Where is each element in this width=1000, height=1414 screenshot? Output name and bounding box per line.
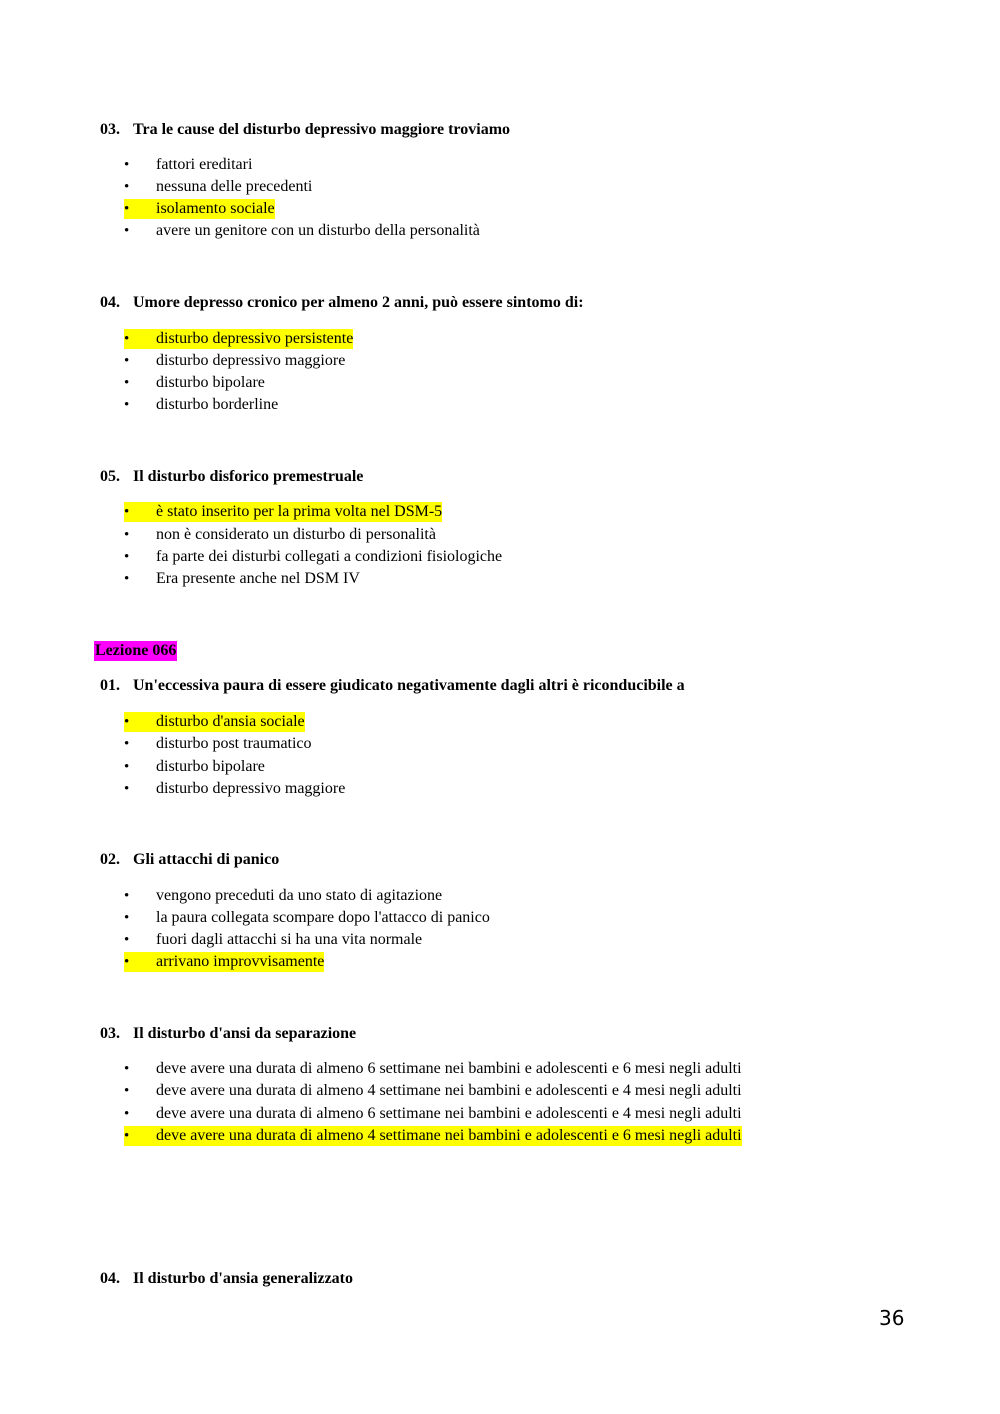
bullet-icon: • (124, 157, 130, 173)
question-number: 01. (100, 677, 120, 694)
bullet-icon: • (124, 527, 130, 543)
answer-option (124, 779, 345, 799)
bullet-icon: • (124, 549, 130, 565)
answer-option (124, 1081, 742, 1101)
question-number: 02. (100, 851, 120, 868)
answer-text: disturbo bipolare (156, 758, 265, 775)
answer-text: disturbo borderline (156, 396, 279, 413)
answer-text: Era presente anche nel DSM IV (156, 570, 360, 587)
question-number: 05. (100, 468, 120, 485)
question-text: Gli attacchi di panico (133, 851, 280, 868)
question-number: 03. (100, 1025, 120, 1042)
question-title (100, 120, 510, 140)
bullet-icon: • (124, 910, 130, 926)
bullet-icon: • (124, 201, 130, 217)
bullet-icon: • (124, 714, 130, 730)
answer-option (124, 1104, 742, 1124)
bullet-icon: • (124, 1083, 130, 1099)
answer-text: è stato inserito per la prima volta nel DSM-5 (156, 503, 443, 520)
answer-text: vengono preceduti da uno stato di agitazione (156, 887, 443, 904)
answer-text: deve avere una durata di almeno 6 settimane nei bambini e adolescenti e 6 mesi negli adulti (156, 1060, 742, 1077)
bullet-icon: • (124, 375, 130, 391)
bullet-icon: • (124, 397, 130, 413)
answer-text: disturbo d'ansia sociale (156, 713, 305, 730)
answer-text: nessuna delle precedenti (156, 178, 313, 195)
answer-option (124, 734, 312, 754)
page-number: 36 (879, 1306, 905, 1330)
bullet-icon: • (124, 888, 130, 904)
answer-option (124, 177, 312, 197)
bullet-icon: • (124, 179, 130, 195)
bullet-icon: • (124, 932, 130, 948)
question-text: Il disturbo d'ansi da separazione (133, 1025, 357, 1042)
answer-text: avere un genitore con un disturbo della personalità (156, 222, 480, 239)
question-title (100, 467, 363, 487)
answer-text: arrivano improvvisamente (156, 953, 325, 970)
bullet-icon: • (124, 353, 130, 369)
answer-option (124, 547, 502, 567)
answer-text: fattori ereditari (156, 156, 253, 173)
answer-option-correct (124, 502, 442, 522)
question-number: 04. (100, 294, 120, 311)
answer-option (124, 373, 265, 393)
bullet-icon: • (124, 331, 130, 347)
answer-option-correct (124, 329, 353, 349)
answer-text: non è considerato un disturbo di personalità (156, 526, 436, 543)
bullet-icon: • (124, 781, 130, 797)
bullet-icon: • (124, 759, 130, 775)
answer-text: deve avere una durata di almeno 4 settimane nei bambini e adolescenti e 4 mesi negli adulti (156, 1082, 742, 1099)
answer-text: disturbo depressivo persistente (156, 330, 354, 347)
answer-option (124, 569, 360, 589)
bullet-icon: • (124, 736, 130, 752)
question-text: Il disturbo disforico premestruale (133, 468, 364, 485)
bullet-icon: • (124, 223, 130, 239)
answer-text: fa parte dei disturbi collegati a condizioni fisiologiche (156, 548, 503, 565)
lesson-heading: Lezione 066 (95, 642, 177, 659)
bullet-icon: • (124, 954, 130, 970)
answer-option (124, 155, 252, 175)
question-title (100, 850, 279, 870)
answer-option (124, 1059, 742, 1079)
bullet-icon: • (124, 1128, 130, 1144)
answer-text: disturbo depressivo maggiore (156, 352, 346, 369)
answer-text: isolamento sociale (156, 200, 275, 217)
bullet-icon: • (124, 571, 130, 587)
answer-option (124, 351, 345, 371)
bullet-icon: • (124, 504, 130, 520)
answer-option (124, 395, 278, 415)
answer-option (124, 930, 422, 950)
answer-text: disturbo post traumatico (156, 735, 312, 752)
answer-text: disturbo bipolare (156, 374, 265, 391)
answer-option (124, 221, 480, 241)
answer-option (124, 525, 436, 545)
question-number: 04. (100, 1270, 120, 1287)
question-title (100, 293, 584, 313)
answer-option (124, 886, 442, 906)
question-title (100, 1269, 353, 1289)
question-title (100, 676, 685, 696)
question-text: Tra le cause del disturbo depressivo maggiore troviamo (133, 121, 511, 138)
answer-option-correct (124, 199, 275, 219)
bullet-icon: • (124, 1106, 130, 1122)
question-text: Un'eccessiva paura di essere giudicato negativamente dagli altri è riconducibile a (133, 677, 685, 694)
answer-text: deve avere una durata di almeno 6 settimane nei bambini e adolescenti e 4 mesi negli adulti (156, 1105, 742, 1122)
bullet-icon: • (124, 1061, 130, 1077)
answer-text: la paura collegata scompare dopo l'attacco di panico (156, 909, 490, 926)
answer-text: fuori dagli attacchi si ha una vita normale (156, 931, 423, 948)
question-number: 03. (100, 121, 120, 138)
answer-text: deve avere una durata di almeno 4 settimane nei bambini e adolescenti e 6 mesi negli adulti (156, 1127, 742, 1144)
answer-option-correct (124, 1126, 742, 1146)
answer-option (124, 908, 490, 928)
question-text: Il disturbo d'ansia generalizzato (133, 1270, 354, 1287)
answer-option-correct (124, 712, 305, 732)
answer-text: disturbo depressivo maggiore (156, 780, 346, 797)
question-title (100, 1024, 356, 1044)
answer-option-correct (124, 952, 324, 972)
question-text: Umore depresso cronico per almeno 2 anni, può essere sintomo di: (133, 294, 584, 311)
answer-option (124, 757, 265, 777)
